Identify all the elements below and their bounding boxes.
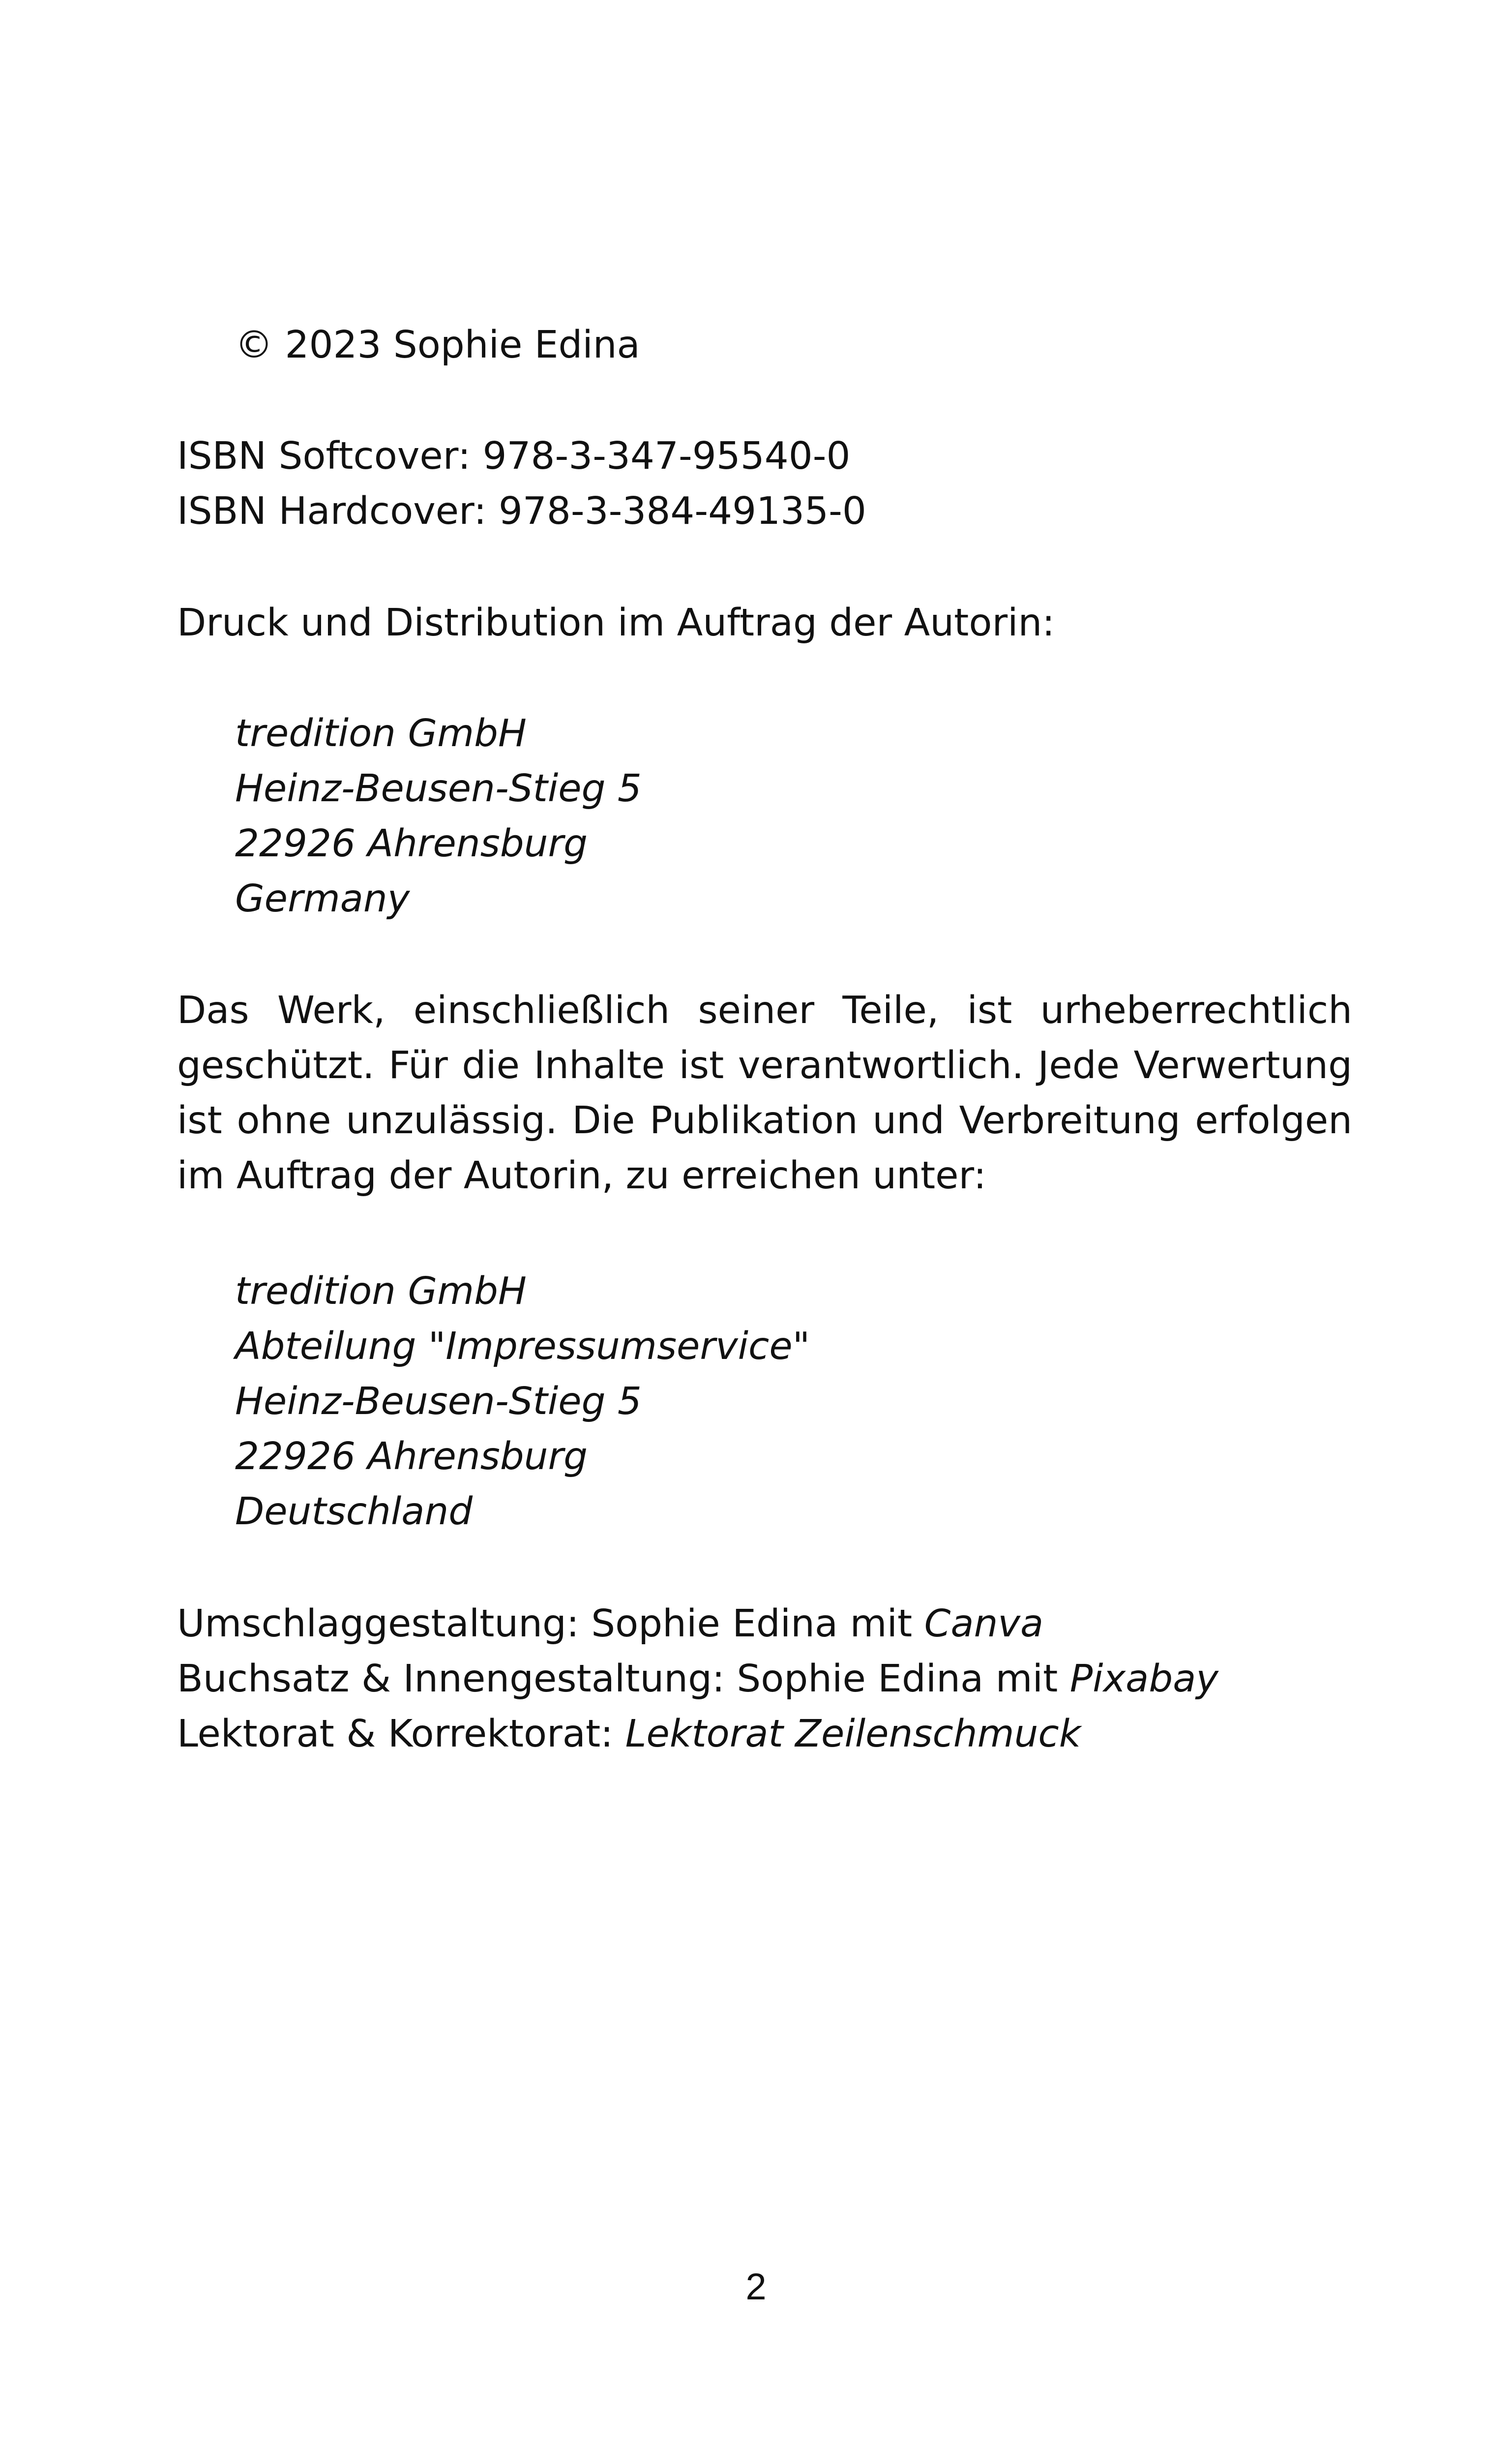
page-number: 2 xyxy=(745,2266,767,2308)
publisher-name: tredition GmbH xyxy=(235,712,527,755)
cover-credit-tool: Canva xyxy=(924,1602,1044,1646)
service-department: Abteilung "Impressumservice" xyxy=(235,1325,810,1368)
editing-credit xyxy=(177,1707,1352,1762)
service-city: 22926 Ahrensburg xyxy=(235,1435,588,1478)
isbn-softcover: ISBN Softcover: 978-3-347-95540-0 xyxy=(177,434,851,478)
cover-credit-label: Umschlaggestaltung: Sophie Edina mit xyxy=(177,1602,924,1646)
imprint-service-address xyxy=(177,1264,1352,1539)
copyright-block xyxy=(177,318,1352,373)
service-country: Deutschland xyxy=(235,1490,473,1534)
service-company: tredition GmbH xyxy=(235,1269,527,1313)
copyright-notice-paragraph: Das Werk, einschließlich seiner Teile, ist urheberrechtlich geschützt. Für die Inhalte ist verantwortlich. Jede Verwertung ist ohne unzulässig. Die Publikation und Verbreitung erfolgen im Auftrag der Autorin, zu erreichen unter: xyxy=(177,989,1352,1198)
layout-credit-tool: Pixabay xyxy=(1069,1657,1218,1701)
distribution-heading-block xyxy=(177,596,1352,651)
publisher-country: Germany xyxy=(235,877,410,921)
layout-credit-label: Buchsatz & Innengestaltung: Sophie Edina mit xyxy=(177,1657,1070,1701)
publisher-city: 22926 Ahrensburg xyxy=(235,822,588,866)
editing-credit-label: Lektorat & Korrektorat: xyxy=(177,1712,625,1756)
copyright-line: © 2023 Sophie Edina xyxy=(235,323,640,367)
isbn-block xyxy=(177,429,1352,539)
editing-credit-service: Lektorat Zeilenschmuck xyxy=(625,1712,1081,1756)
cover-credit xyxy=(177,1597,1352,1652)
credits-block xyxy=(177,1597,1352,1762)
service-street: Heinz-Beusen-Stieg 5 xyxy=(235,1380,642,1423)
publisher-address xyxy=(177,706,1352,927)
publisher-street: Heinz-Beusen-Stieg 5 xyxy=(235,767,642,811)
distribution-heading: Druck und Distribution im Auftrag der Autorin: xyxy=(177,601,1055,645)
layout-credit xyxy=(177,1652,1352,1707)
copyright-notice-block xyxy=(177,983,1352,1204)
isbn-hardcover: ISBN Hardcover: 978-3-384-49135-0 xyxy=(177,489,866,533)
